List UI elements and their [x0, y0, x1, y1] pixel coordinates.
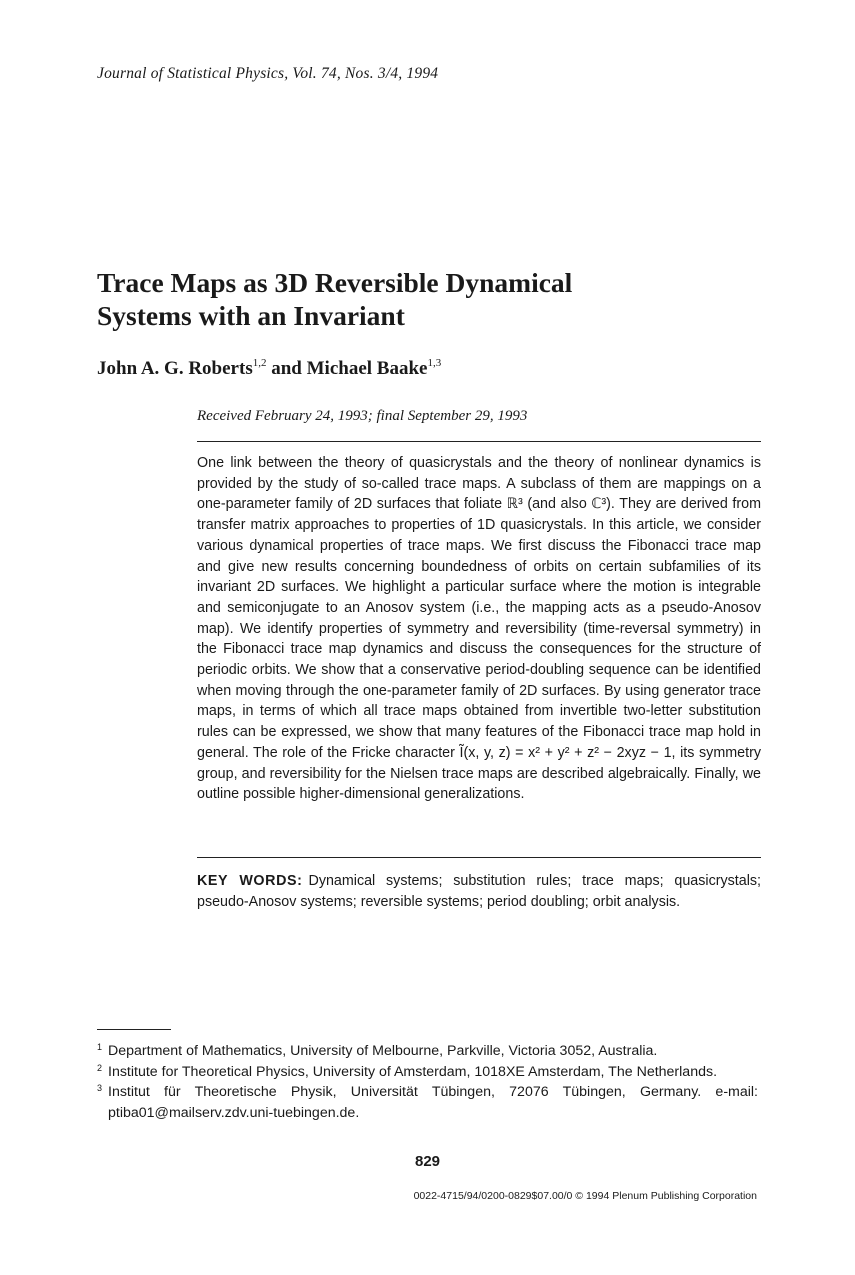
journal-citation: Journal of Statistical Physics, Vol. 74, Nos. 3/4, 1994 [97, 65, 439, 82]
keywords [197, 871, 761, 912]
footnote-mark: 1 [97, 1042, 103, 1052]
footnote-mark: 3 [97, 1083, 103, 1093]
footnote [97, 1041, 758, 1062]
footnote-rule [97, 1029, 171, 1030]
footnote [97, 1062, 758, 1083]
footnote [97, 1082, 758, 1123]
footnote-text: Institut für Theoretische Physik, Universität Tübingen, 72076 Tübingen, Germany. e-mail: ptiba01@mailserv.zdv.uni-tuebingen.de. [108, 1084, 758, 1121]
abstract-text: One link between the theory of quasicrystals and the theory of nonlinear dynamics is provided by the study of so-called trace maps. A subclass of them are mappings on a one-parameter family of 2D surfaces that foliate ℝ³ (and also ℂ³). They are derived from transfer matrix approaches to properties of 1D quasicrystals. In this article, we consider various dynamical properties of trace maps. We first discuss the Fibonacci trace map and give new results concerning boundedness of orbits on certain subfamilies of its invariant 2D surfaces. We highlight a particular surface where the motion is integrable and semiconjugate to an Anosov system (i.e., the mapping acts as a pseudo-Anosov map). We identify properties of symmetry and reversibility (time-reversal symmetry) in the Fibonacci trace map dynamics and discuss the consequences for the structure of periodic orbits. We show that a conservative period-doubling sequence can be identified when moving through the one-parameter family of 2D surfaces. By using generator trace maps, in terms of which all trace maps obtained from invertible two-letter substitution rules can be expressed, we show that many features of the Fibonacci trace map hold in general. The role of the Fricke character Ĩ(x, y, z) = x² + y² + z² − 2xyz − 1, its symmetry group, and reversibility for the Nielsen trace maps are described algebraically. Finally, we outline possible higher-dimensional generalizations. [197, 455, 761, 803]
footnote-mark: 2 [97, 1062, 103, 1073]
received-dates: Received February 24, 1993; final September 29, 1993 [197, 408, 528, 424]
footnote-text: Department of Mathematics, University of Melbourne, Parkville, Victoria 3052, Australia. [108, 1043, 658, 1059]
author-affiliation-mark: 1,3 [427, 357, 442, 369]
author-name: John A. G. Roberts [97, 358, 253, 379]
author-affiliation-mark: 1,2 [252, 357, 267, 369]
abstract-top-rule [197, 441, 761, 442]
page-number: 829 [414, 1153, 441, 1170]
footnotes [97, 1041, 758, 1123]
title-line-1: Trace Maps as 3D Reversible Dynamical [97, 267, 573, 298]
keywords-label: KEY WORDS: [197, 873, 303, 889]
author-connector: and [271, 358, 302, 379]
paper-title [97, 266, 737, 332]
author-list [97, 357, 441, 380]
title-line-2: Systems with an Invariant [97, 300, 405, 331]
keywords-text: Dynamical systems; substitution rules; trace maps; quasicrystals; pseudo-Anosov systems; reversible systems; period doubling; orbit analysis. [197, 873, 762, 910]
abstract-bottom-rule [197, 857, 761, 858]
copyright-line: 0022-4715/94/0200-0829$07.00/0 © 1994 Plenum Publishing Corporation [413, 1190, 757, 1202]
footnote-text: Institute for Theoretical Physics, University of Amsterdam, 1018XE Amsterdam, The Netherlands. [108, 1063, 718, 1080]
author-name: Michael Baake [306, 358, 428, 379]
